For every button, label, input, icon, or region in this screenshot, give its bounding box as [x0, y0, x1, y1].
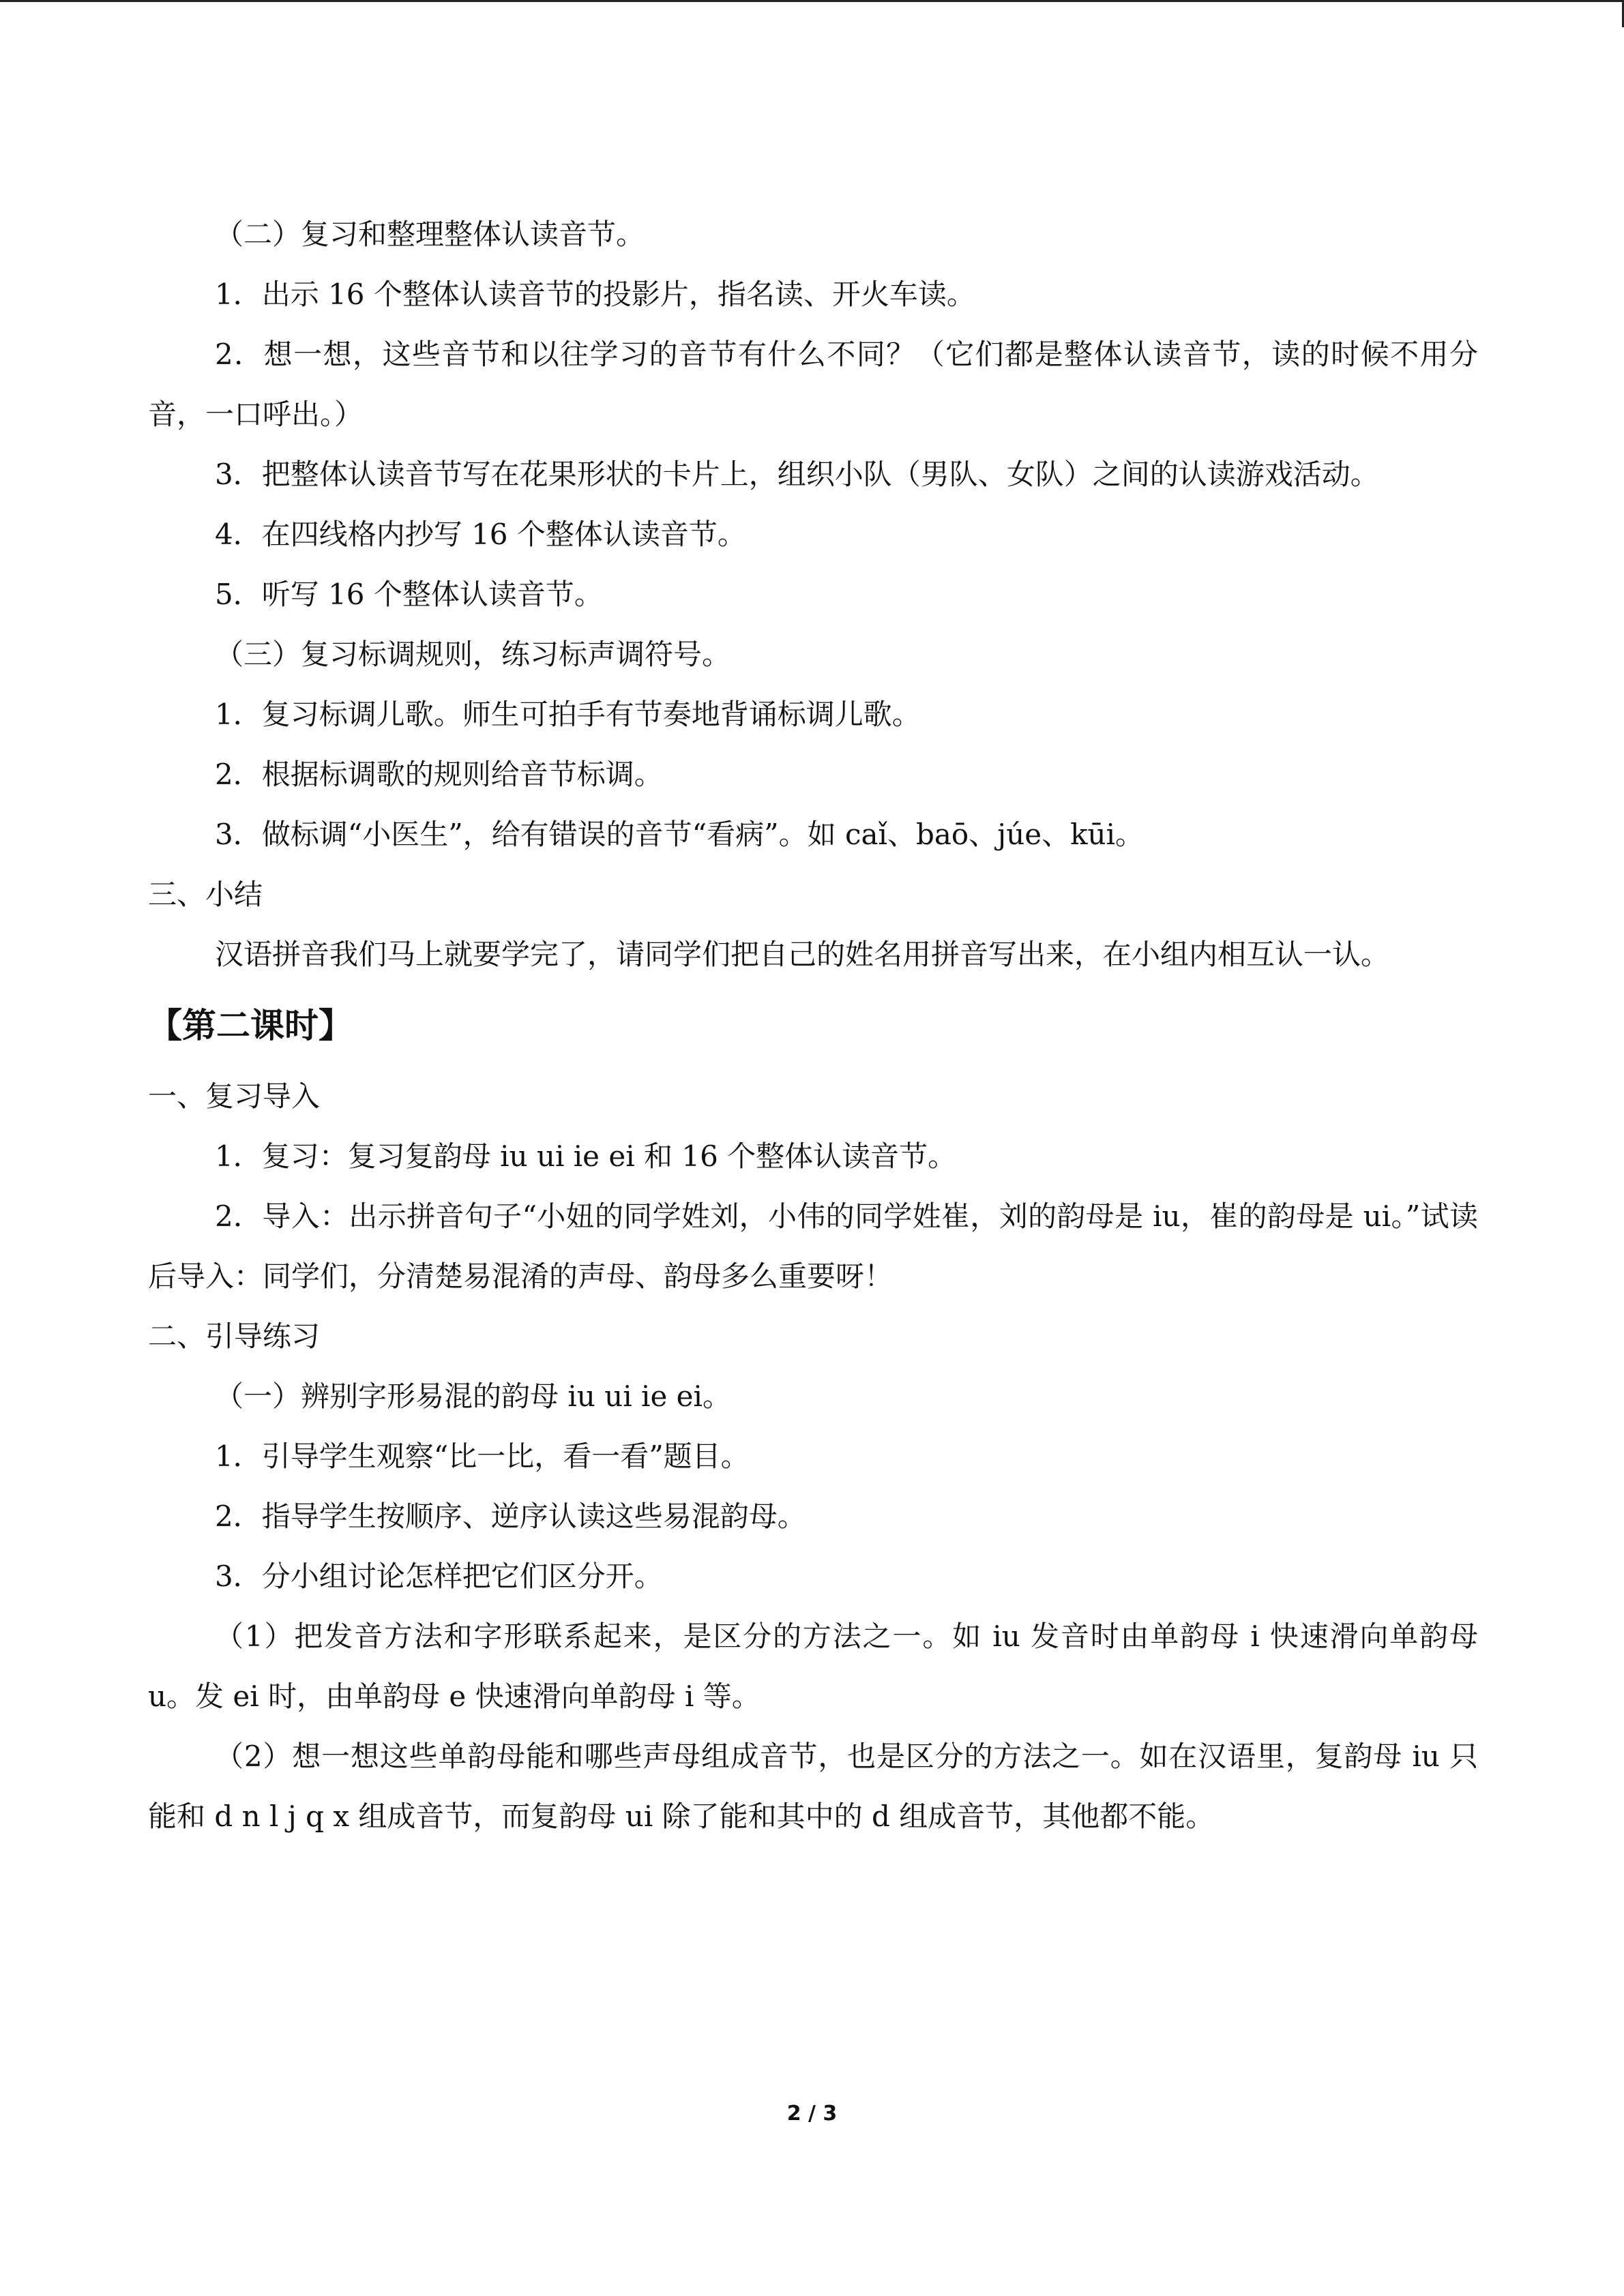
- list-item: 1．复习标调儿歌。师生可拍手有节奏地背诵标调儿歌。: [215, 698, 921, 731]
- section-heading-2-2: （二）复习和整理整体认读音节。: [215, 218, 645, 251]
- list-item: 4．在四线格内抄写 16 个整体认读音节。: [215, 518, 746, 551]
- document-body: [148, 205, 1478, 1847]
- list-item: 2．指导学生按顺序、逆序认读这些易混韵母。: [215, 1500, 806, 1533]
- list-item: 5．听写 16 个整体认读音节。: [215, 578, 603, 611]
- list-item: 2．导入：出示拼音句子“小妞的同学姓刘，小伟的同学姓崔，刘的韵母是 iu，崔的韵母是 ui。”试读后导入：同学们，分清楚易混淆的声母、韵母多么重要呀！: [148, 1199, 1478, 1293]
- section-heading-2: 二、引导练习: [148, 1320, 321, 1353]
- lesson-title: 【第二课时】: [148, 1006, 353, 1045]
- summary-paragraph: 汉语拼音我们马上就要学完了，请同学们把自己的姓名用拼音写出来，在小组内相互认一认。: [215, 938, 1390, 971]
- section-heading-2-1: （一）辨别字形易混的韵母 iu ui ie ei。: [215, 1380, 731, 1413]
- section-heading-3: 三、小结: [148, 878, 263, 911]
- list-item: 3．做标调“小医生”，给有错误的音节“看病”。如 caǐ、baō、júe、kūi。: [215, 818, 1145, 851]
- list-item: 3．分小组讨论怎样把它们区分开。: [215, 1560, 663, 1593]
- list-item: 2．根据标调歌的规则给音节标调。: [215, 758, 663, 791]
- list-item: 3．把整体认读音节写在花果形状的卡片上，组织小队（男队、女队）之间的认读游戏活动。: [215, 458, 1379, 491]
- section-heading-2-3: （三）复习标调规则，练习标声调符号。: [215, 638, 731, 671]
- list-item: 1．复习：复习复韵母 iu ui ie ei 和 16 个整体认读音节。: [215, 1139, 957, 1173]
- list-item: 1．出示 16 个整体认读音节的投影片，指名读、开火车读。: [215, 278, 975, 311]
- page-number: 2 / 3: [786, 2102, 838, 2126]
- page-top-border: [0, 0, 1624, 2]
- section-heading-1: 一、复习导入: [148, 1079, 321, 1113]
- list-item: 1．引导学生观察“比一比，看一看”题目。: [215, 1440, 750, 1473]
- sub-list-item: （2）想一想这些单韵母能和哪些声母组成音节，也是区分的方法之一。如在汉语里，复韵母 iu 只能和 d n l j q x 组成音节，而复韵母 ui 除了能和其中的 d 组成音节，其他都不能。: [148, 1740, 1478, 1833]
- sub-list-item: （1）把发音方法和字形联系起来，是区分的方法之一。如 iu 发音时由单韵母 i 快速滑向单韵母 u。发 ei 时，由单韵母 e 快速滑向单韵母 i 等。: [148, 1620, 1478, 1713]
- list-item: 2．想一想，这些音节和以往学习的音节有什么不同？（它们都是整体认读音节，读的时候不用分音，一口呼出。）: [148, 338, 1478, 431]
